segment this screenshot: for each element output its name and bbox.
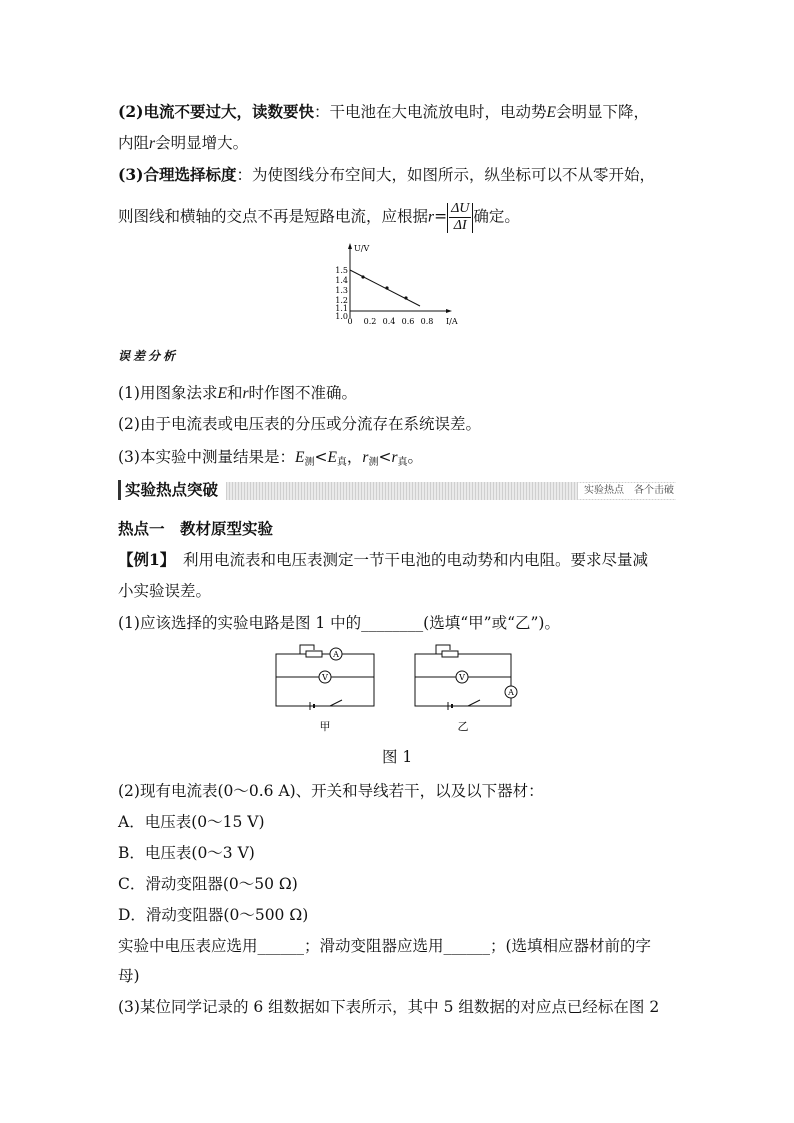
x-tick-0: 0 <box>347 317 353 326</box>
rheostat-box <box>442 651 458 657</box>
error-2: (2)由于电流表或电压表的分压或分流存在系统误差。 <box>118 415 481 433</box>
figure-1-caption: 图 1 <box>382 748 413 766</box>
para-2b-text-a: 内阻 <box>118 134 150 152</box>
ammeter-label: A <box>508 688 514 697</box>
less-than: < <box>378 448 392 466</box>
rheostat-box <box>306 651 322 657</box>
symbol-r: r <box>149 135 156 152</box>
y-tick-1-3: 1.3 <box>335 286 348 295</box>
example-1-line1 <box>118 550 648 570</box>
switch-blade <box>468 700 480 706</box>
x-tick-labels <box>347 317 433 326</box>
option-c: C．滑动变阻器(0～50 Ω) <box>118 875 298 893</box>
separator: ， <box>346 448 363 466</box>
para-2-text-a: ：干电池在大电流放电时，电动势 <box>313 103 547 121</box>
symbol-r: r <box>242 385 249 402</box>
circuit-label-yi: 乙 <box>457 720 469 733</box>
y-tick-1-0: 1.0 <box>335 312 348 321</box>
y-tick-1-5: 1.5 <box>335 266 348 275</box>
y-tick-labels <box>335 266 348 321</box>
hot-topic-1: 热点一 教材原型实验 <box>118 519 274 538</box>
symbol-E-measured: E <box>294 449 305 466</box>
option-d: D．滑动变阻器(0～500 Ω) <box>118 906 309 924</box>
section-banner <box>118 482 676 500</box>
symbol-r-true: r <box>391 449 398 466</box>
example-1-line2: 小实验误差。 <box>118 582 212 600</box>
para-2-text-b: 会明显下降， <box>555 103 649 121</box>
para-3-line2 <box>118 201 520 234</box>
switch-blade <box>330 700 342 706</box>
error-1 <box>118 383 357 404</box>
x-tick-0-2: 0.2 <box>363 317 377 326</box>
circuit-diagrams <box>270 640 530 740</box>
para-3-line1 <box>118 165 655 185</box>
para-3b-text-b: 确定。 <box>473 207 520 226</box>
banner-subtitle: 实验热点 各个击破 <box>578 483 676 499</box>
subscript-measured: 测 <box>304 457 315 468</box>
question-1: (1)应该选择的实验电路是图 1 中的________(选填“甲”或“乙”)。 <box>118 614 560 632</box>
data-point <box>404 296 407 299</box>
y-tick-1-1: 1.1 <box>335 304 348 313</box>
equals-sign: = <box>434 207 448 226</box>
banner-title: 实验热点突破 <box>118 480 226 500</box>
para-3b-text-a: 则图线和横轴的交点不再是短路电流，应根据 <box>118 207 429 226</box>
example-text: 利用电流表和电压表测定一节干电池的电动势和内电阻。要求尽量减 <box>167 551 649 569</box>
u-i-graph <box>328 240 468 328</box>
symbol-E: E <box>217 385 227 402</box>
fraction-numerator: ΔU <box>451 201 470 216</box>
subscript-true: 真 <box>397 457 408 468</box>
question-3: (3)某位同学记录的 6 组数据如下表所示，其中 5 组数据的对应点已经标在图 2 <box>118 998 660 1016</box>
less-than: < <box>314 448 328 466</box>
para-3-lead: (3)合理选择标度 <box>118 165 237 184</box>
y-tick-1-4: 1.4 <box>335 276 348 285</box>
para-2b-text-b: 会明显增大。 <box>155 134 249 152</box>
y-axis-label: U/V <box>354 244 370 253</box>
x-tick-0-4: 0.4 <box>382 317 396 326</box>
error-analysis-heading: 误差分析 <box>118 349 179 363</box>
fraction-dU-dI <box>449 201 471 234</box>
option-b: B．电压表(0～3 V) <box>118 844 255 862</box>
symbol-r: r <box>428 208 435 226</box>
voltmeter-label: V <box>459 673 465 682</box>
y-axis-arrow <box>348 243 352 249</box>
period: 。 <box>407 448 424 466</box>
para-2-lead: (2)电流不要过大，读数要快 <box>118 102 314 121</box>
para-2-line1 <box>118 102 649 123</box>
fit-line <box>350 270 420 306</box>
para-3-text: ：为使图线分布空间大，如图所示，纵坐标可以不从零开始， <box>236 166 655 184</box>
example-tag: 【例1】 <box>118 550 168 569</box>
symbol-E: E <box>546 104 556 121</box>
symbol-E-true: E <box>327 449 337 466</box>
question-2: (2)现有电流表(0～0.6 A)、开关和导线若干，以及以下器材： <box>118 782 544 800</box>
circuit-yi <box>415 645 517 710</box>
option-a: A．电压表(0～15 V) <box>118 813 265 831</box>
x-axis-arrow <box>446 309 452 313</box>
data-point <box>361 275 364 278</box>
x-tick-0-8: 0.8 <box>420 317 434 326</box>
ammeter-label: A <box>333 650 339 659</box>
question-2-fill-cont: 母) <box>118 967 140 985</box>
x-axis-label: I/A <box>446 317 458 326</box>
error-3-text: (3)本实验中测量结果是： <box>118 448 295 466</box>
question-2-fill: 实验中电压表应选用______；滑动变阻器应选用______；(选填相应器材前的字 <box>118 937 652 955</box>
symbol-r-measured: r <box>362 449 369 466</box>
y-tick-1-2: 1.2 <box>335 296 348 305</box>
circuit-label-jia: 甲 <box>319 720 331 733</box>
error-1-text-a: (1)用图象法求 <box>118 384 218 402</box>
error-1-text-c: 时作图不准确。 <box>248 384 358 402</box>
voltmeter-label: V <box>322 673 328 682</box>
fraction-denominator: ΔI <box>453 218 467 233</box>
subscript-true: 真 <box>336 457 347 468</box>
data-point <box>385 286 388 289</box>
error-3 <box>118 447 423 470</box>
error-1-text-b: 和 <box>226 384 243 402</box>
subscript-measured: 测 <box>368 457 379 468</box>
para-2-line2 <box>118 133 248 154</box>
x-tick-0-6: 0.6 <box>401 317 415 326</box>
